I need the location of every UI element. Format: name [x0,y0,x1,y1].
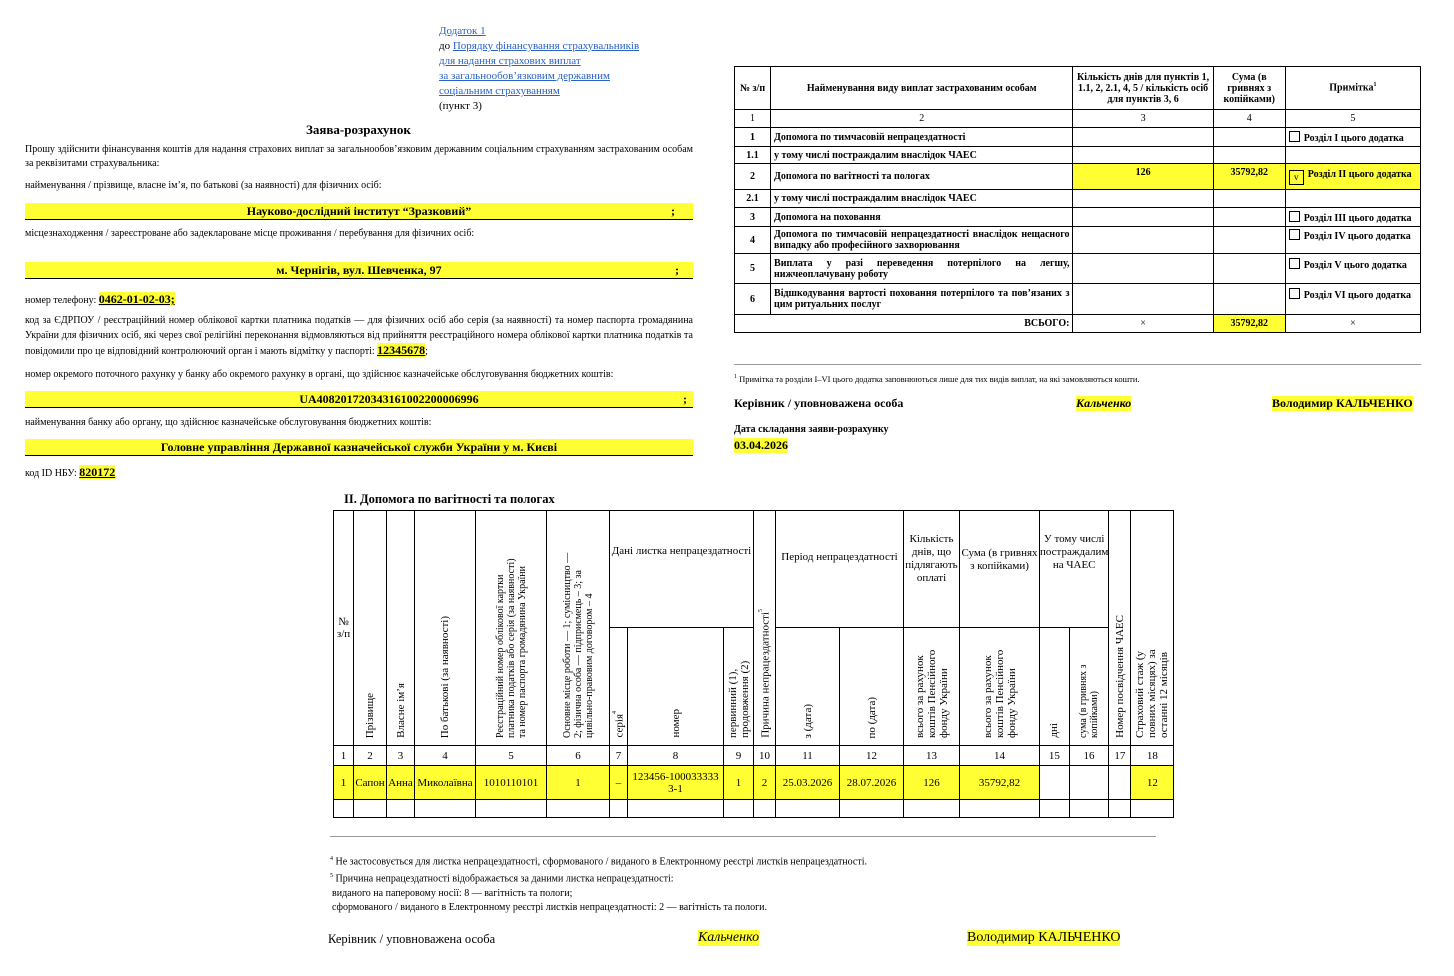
summary-row-sum[interactable] [1213,128,1285,147]
summary-row-sum[interactable] [1213,227,1285,254]
nbu-label: код ID НБУ: [25,468,77,479]
summary-row-sum[interactable] [1213,190,1285,208]
address-field[interactable] [25,262,693,279]
s2-h-reg [476,511,547,746]
summary-row-note[interactable] [1285,208,1420,227]
s2-cell-experience[interactable]: 12 [1131,766,1174,800]
right-footnote [734,374,1140,384]
s2-h-series-wrap [612,711,626,738]
summary-row-note-text: Розділ III цього додатка [1303,212,1412,224]
appendix-title-link[interactable]: Додаток 1 [439,25,486,37]
summary-row-note-text: Розділ II цього додатка [1307,168,1412,180]
fn5-sup: 5 [330,873,333,880]
s2-h-num: № з/п [334,511,354,746]
s2-h-sick-leave: Дані листка непрацездатності [610,511,754,628]
bank-field[interactable] [25,439,693,456]
summary-row-sum[interactable] [1213,208,1285,227]
summary-h-num: № з/п [735,67,771,110]
bank-label: найменування банку або органу, що здійснює казначейське обслуговування бюджетних коштів: [25,417,432,428]
summary-row-days[interactable] [1073,254,1213,284]
s2-colnum: 16 [1069,746,1109,766]
table-row [334,766,1174,800]
right-divider [734,364,1421,365]
summary-row-num: 1 [735,128,771,147]
section2-table [333,510,1174,818]
summary-row [735,227,1421,254]
s2-h-reg-text: Реєстраційний номер облікової картки платника податків або серія (за наявності) та номер паспорта громадянина України [494,558,528,738]
summary-row-days[interactable]: 126 [1073,164,1213,190]
summary-row-note[interactable] [1285,284,1420,315]
s2-h-from-text: з (дата) [801,703,814,738]
s2-colnum: 13 [904,746,960,766]
s2-colnum: 12 [840,746,904,766]
summary-colnum: 3 [1073,110,1213,128]
table-row-empty [334,800,1174,818]
summary-row-days[interactable] [1073,208,1213,227]
s2-h-surname-text: Прізвище [364,692,376,738]
checkbox-icon[interactable] [1289,288,1300,299]
code-label: код за ЄДРПОУ / реєстраційний номер облікової картки платника податків — для фізичних осіб або серія (за наявності) та номер паспорта громадянина України для фізичних осіб, які через свої релігійні переконання відмовляються від прийняття реєстраційного номера облікової картки платника податків та повідомили про це відповідний контролюючий орган і мають відмітку у паспорті: [25,315,693,357]
summary-h-note [1285,67,1420,110]
code-value[interactable]: 12345678 [377,343,426,357]
code-block [25,314,693,360]
s2-colnum: 11 [776,746,840,766]
s2-h-ch-days [1040,628,1070,746]
s2-cell-patronymic[interactable]: Миколаївна [415,766,476,800]
right-footnote-text: Примітка та розділи I–VI цього додатка заповнюються лише для тих видів виплат, на які замовляються кошти. [739,374,1140,384]
s2-h-sum-pension-text: всього за рахунок коштів Пенсійного фонду України [981,649,1018,738]
s2-cell-number[interactable]: 123456-1000333333-1 [628,766,724,800]
s2-colnum: 18 [1131,746,1174,766]
summary-row [735,128,1421,147]
application-title: Заява-розрахунок [306,122,411,137]
s2-h-cert [1109,511,1131,746]
s2-h-experience-text: Страховий стаж (у повних місяцях) за останні 12 місяців [1134,649,1171,738]
fn5-line1: виданого на паперовому носії: 8 — вагітність та пологи; [332,887,573,899]
summary-colnum: 5 [1285,110,1420,128]
summary-h-days: Кількість днів для пунктів 1, 1.1, 2, 2.1, 4, 5 / кількість осіб для пунктів 3, 6 [1073,67,1213,110]
s2-cell-from[interactable]: 25.03.2026 [776,766,840,800]
s2-colnum: 1 [334,746,354,766]
summary-h-name: Найменування виду виплат застрахованим особам [771,67,1073,110]
s2-h-from [776,628,840,746]
s2-cell-cert[interactable] [1109,766,1131,800]
summary-row-note[interactable] [1285,128,1420,147]
s2-h-first-name-text: Власне ім’я [394,683,407,738]
summary-row-days[interactable] [1073,128,1213,147]
summary-row-num: 6 [735,284,771,315]
s2-h-primary-text: первинний (1), продовження (2) [726,660,751,738]
fn4-text: Не застосовується для листка непрацездатності, сформованого / виданого в Електронному реєстрі листків непрацездатності. [335,856,867,868]
right-head-name: Володимир КАЛЬЧЕНКО [1272,396,1413,410]
fn5-line2: сформованого / виданого в Електронному реєстрі листків непрацездатності: 2 — вагітність та пологи. [332,901,768,913]
s2-h-days-paid: Кількість днів, що підлягають оплаті [904,511,960,628]
date-label: Дата складання заяви-розрахунку [734,424,889,435]
s2-h-series-text: серія [613,714,626,738]
bottom-signature: Кальченко [698,930,760,945]
s2-h-chernobyl: У тому числі постраждалим на ЧАЕС [1040,511,1109,628]
s2-h-patronymic-text: По батькові (за наявності) [439,615,451,738]
summary-row-name: Допомога по тимчасовій непрацездатності внаслідок нещасного випадку або професійного захворювання [771,227,1073,254]
checkbox-icon[interactable] [1289,131,1300,142]
s2-colnum: 3 [387,746,415,766]
checked-checkbox-icon[interactable]: v [1289,170,1304,185]
s2-colnum: 7 [610,746,628,766]
s2-h-workplace [547,511,610,746]
s2-h-period: Період непрацездатності [776,511,904,628]
summary-row-name: Допомога по тимчасовій непрацездатності [771,128,1073,147]
summary-row [735,284,1421,315]
phone-value[interactable]: 0462-01-02-03; [98,292,175,306]
summary-h-sum: Сума (в гривнях з копійками) [1213,67,1285,110]
summary-row-note[interactable] [1285,164,1420,190]
phone-row [25,292,175,307]
right-head-label: Керівник / уповноважена особа [734,396,904,410]
summary-row-note-text: Розділ IV цього додатка [1303,231,1411,242]
s2-h-sum-pension [960,628,1040,746]
summary-header-row [735,67,1421,110]
application-intro: Прошу здійснити фінансування коштів для надання страхових виплат за загальнообов’язковим державним соціальним страхуванням застрахованим особам за реквізитами страхувальника: [25,144,693,169]
address-value: м. Чернігів, вул. Шевченка, 97 [276,263,442,277]
summary-total-label: ВСЬОГО: [735,315,1073,333]
address-label: місцезнаходження / зареєстроване або задеклароване місце проживання / перебування для фізичних осіб: [25,228,475,239]
s2-cell-surname[interactable]: Сапон [354,766,387,800]
s2-colnum-row [334,746,1174,766]
appendix-procedure-link-2[interactable]: для надання страхових виплат [439,55,581,67]
summary-row-num: 4 [735,227,771,254]
s2-h-days-pension-text: всього за рахунок коштів Пенсійного фонду України [913,649,950,738]
s2-cell-reason[interactable]: 2 [754,766,776,800]
s2-h-first-name [387,511,415,746]
s2-h-number [628,628,724,746]
s2-h-number-text: номер [669,709,682,738]
summary-row-name: у тому числі постраждалим внаслідок ЧАЕС [771,147,1073,164]
s2-cell-days[interactable]: 126 [904,766,960,800]
address-semicolon: ; [675,263,679,277]
fn4-sup: 4 [330,856,333,862]
section2-title: II. Допомога по вагітності та пологах [344,492,555,506]
appendix-procedure-link-4[interactable]: соціальним страхуванням [439,85,560,97]
summary-row-note-text: Розділ V цього додатка [1303,260,1407,271]
summary-row [735,254,1421,284]
s2-colnum: 15 [1040,746,1070,766]
appendix-header [439,24,639,114]
summary-row-name: у тому числі постраждалим внаслідок ЧАЕС [771,190,1073,208]
s2-cell-ch-sum[interactable] [1069,766,1109,800]
summary-row [735,147,1421,164]
bottom-head-name: Володимир КАЛЬЧЕНКО [967,930,1121,945]
summary-row-note [1285,190,1420,208]
s2-h-reason [754,511,776,746]
summary-row-sum[interactable] [1213,254,1285,284]
code-suffix: ; [425,346,428,357]
s2-cell-primary[interactable]: 1 [724,766,754,800]
summary-row-days[interactable] [1073,227,1213,254]
s2-colnum: 10 [754,746,776,766]
checkbox-icon[interactable] [1289,258,1300,269]
s2-h-surname [354,511,387,746]
bank-value: Головне управління Державної казначейської служби України у м. Києві [160,440,558,454]
s2-colnum: 17 [1109,746,1131,766]
summary-row-days[interactable] [1073,147,1213,164]
s2-h-ch-sum-text: сума (в гривнях з копійками) [1078,664,1101,738]
s2-cell-sum[interactable]: 35792,82 [960,766,1040,800]
bottom-head-label: Керівник / уповноважена особа [328,932,496,946]
s2-cell-first-name[interactable]: Анна [387,766,415,800]
bottom-footnotes [330,852,867,915]
summary-row-note [1285,147,1420,164]
summary-row [735,208,1421,227]
s2-h-series-sup: 4 [611,711,618,715]
s2-h-workplace-text: Основне місце роботи — 1; сумісництво — 2; фізична особа — підприємець – 3; за цивільно-правовим договором – 4 [561,552,595,738]
s2-h-reason-sup: 5 [757,609,764,613]
s2-h-experience [1131,511,1174,746]
account-semicolon: ; [683,392,687,406]
summary-row-num: 3 [735,208,771,227]
summary-total-sum: 35792,82 [1213,315,1285,333]
s2-h-to [840,628,904,746]
summary-colnum: 2 [771,110,1073,128]
s2-cell-series[interactable]: – [610,766,628,800]
summary-h-note-sup: 1 [1373,82,1377,89]
checkbox-icon[interactable] [1289,211,1300,222]
account-field[interactable] [25,391,693,408]
s2-h-sum: Сума (в гривнях з копійками) [960,511,1040,628]
account-value: UA408201720343161002200006996 [299,392,479,406]
summary-row-name: Відшкодування вартості поховання потерпілого та пов’язаних з цим ритуальних послуг [771,284,1073,315]
name-value: Науково-дослідний інститут “Зразковий” [246,204,472,218]
nbu-value[interactable]: 820172 [79,465,116,479]
appendix-point: (пункт 3) [439,100,482,112]
s2-colnum: 8 [628,746,724,766]
s2-cell-to[interactable]: 28.07.2026 [840,766,904,800]
summary-row-name: Допомога на поховання [771,208,1073,227]
right-signature: Кальченко [1076,396,1132,410]
summary-row-note[interactable] [1285,254,1420,284]
nbu-row [25,465,115,480]
summary-row-sum[interactable]: 35792,82 [1213,164,1285,190]
appendix-to-prefix: до [439,40,451,52]
summary-row-num: 1.1 [735,147,771,164]
appendix-procedure-link-3[interactable]: за загальнообов’язковим державним [439,70,610,82]
summary-colnum: 4 [1213,110,1285,128]
account-label: номер окремого поточного рахунку у банку або окремого рахунку в органі, що здійснює казначейське обслуговування бюджетних коштів: [25,369,614,380]
s2-h-reason-text: Причина непрацездатності [759,612,772,738]
summary-row-num: 2.1 [735,190,771,208]
summary-row-sum[interactable] [1213,147,1285,164]
summary-total-row [735,315,1421,333]
summary-row-note[interactable] [1285,227,1420,254]
s2-colnum: 5 [476,746,547,766]
s2-h-reason-wrap [758,609,772,738]
summary-total-days: × [1073,315,1213,333]
summary-row [735,190,1421,208]
summary-row-num: 5 [735,254,771,284]
summary-colnum-row [735,110,1421,128]
s2-cell-ch-days[interactable] [1040,766,1070,800]
s2-cell-num[interactable]: 1 [334,766,354,800]
summary-row-days[interactable] [1073,190,1213,208]
s2-h-series [610,628,628,746]
summary-colnum: 1 [735,110,771,128]
s2-h-ch-sum [1069,628,1109,746]
phone-label: номер телефону: [25,295,97,306]
summary-row [735,164,1421,190]
summary-total-note: × [1285,315,1420,333]
right-footnote-sup: 1 [734,374,737,381]
s2-h-to-text: по (дата) [865,696,878,738]
date-value[interactable]: 03.04.2026 [734,438,788,452]
s2-colnum: 14 [960,746,1040,766]
s2-h-ch-days-text: дні [1048,723,1061,738]
s2-colnum: 2 [354,746,387,766]
s2-colnum: 9 [724,746,754,766]
appendix-procedure-link-1[interactable]: Порядку фінансування страхувальників [452,40,640,52]
summary-table [734,66,1421,333]
fn5-text: Причина непрацездатності відображається за даними листка непрацездатності: [335,873,674,885]
s2-h-cert-text: Номер посвідчення ЧАЕС [1113,615,1126,738]
summary-h-note-text: Примітка [1329,82,1374,94]
name-label: найменування / прізвище, власне ім’я, по батькові (за наявності) для фізичних осіб: [25,180,382,191]
summary-row-num: 2 [735,164,771,190]
checkbox-icon[interactable] [1289,229,1300,240]
s2-cell-reg[interactable]: 1010110101 [476,766,547,800]
summary-row-days[interactable] [1073,284,1213,315]
summary-row-name: Допомога по вагітності та пологах [771,164,1073,190]
s2-h-days-pension [904,628,960,746]
name-semicolon: ; [671,204,675,218]
s2-h-patronymic [415,511,476,746]
summary-row-name: Виплата у разі переведення потерпілого на легшу, нижчеоплачувану роботу [771,254,1073,284]
summary-row-sum[interactable] [1213,284,1285,315]
summary-row-note-text: Розділ VI цього додатка [1303,290,1411,301]
s2-h-primary [724,628,754,746]
bottom-divider [330,836,1156,837]
summary-row-note-text: Розділ I цього додатка [1303,132,1404,144]
name-field[interactable] [25,203,693,220]
s2-colnum: 4 [415,746,476,766]
s2-cell-workplace[interactable]: 1 [547,766,610,800]
s2-colnum: 6 [547,746,610,766]
